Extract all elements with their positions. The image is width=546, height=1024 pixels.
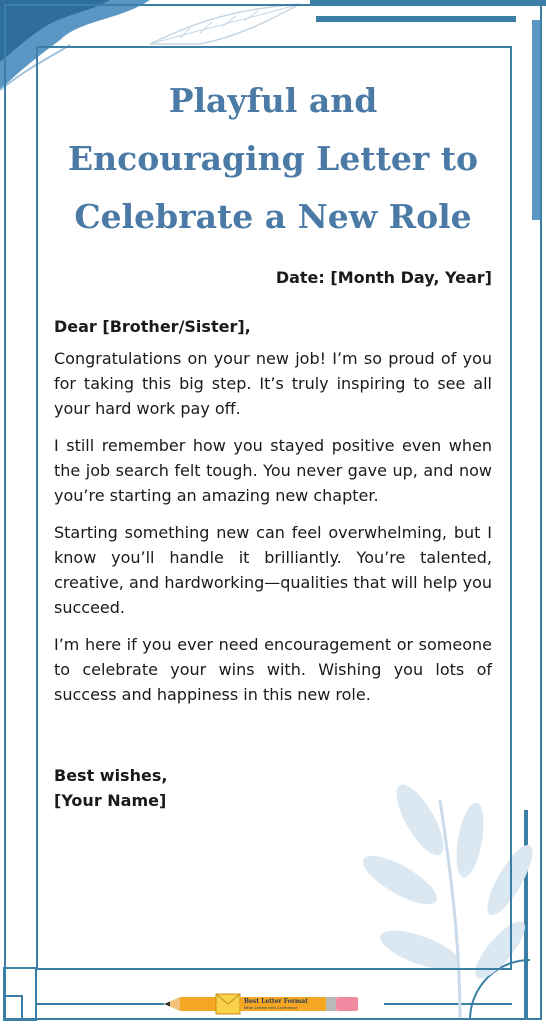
letter-body <box>54 72 492 813</box>
letter-title: Playful and Encouraging Letter to Celebrate a New Role <box>68 81 478 236</box>
svg-text:Best Letter Format: Best Letter Format <box>244 998 308 1005</box>
signature-line: [Your Name] <box>54 791 167 810</box>
pencil-logo-icon <box>164 992 384 1016</box>
paragraph-1: Congratulations on your new job! I’m so proud of you for taking this big step. It’s truly inspiring to see all your hard work pay off. <box>54 349 492 418</box>
svg-text:Write Letters with Confidence: Write Letters with Confidence <box>244 1006 298 1010</box>
closing-block <box>54 763 492 813</box>
paragraph-3: Starting something new can feel overwhelming, but I know you’ll handle it brilliantly. You’re talented, creative, and hardworking—qualities that will help you succeed. <box>54 523 492 617</box>
paragraph-2: I still remember how you stayed positive even when the job search felt tough. You never gave up, and now you’re starting an amazing new chapter. <box>54 436 492 505</box>
salutation: Dear [Brother/Sister], <box>54 317 251 336</box>
date-line: Date: [Month Day, Year] <box>275 268 492 287</box>
paragraph-4: I’m here if you ever need encouragement or someone to celebrate your wins with. Wishing you lots of success and happiness in this new role. <box>54 635 492 704</box>
closing-line: Best wishes, <box>54 766 168 785</box>
